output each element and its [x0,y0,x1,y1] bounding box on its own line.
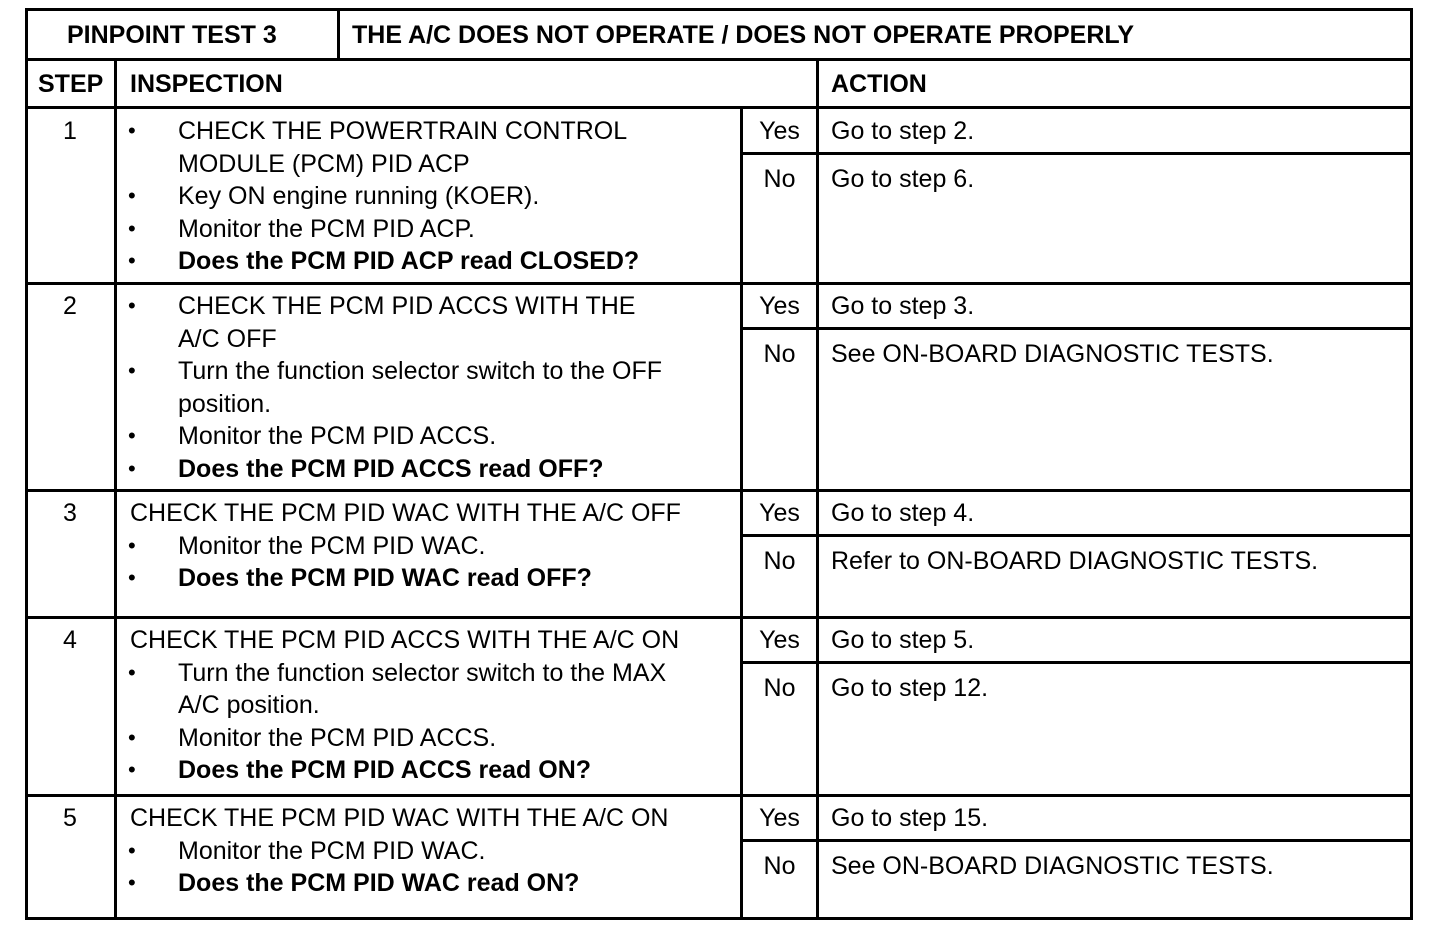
inspection-question: Does the PCM PID ACCS read ON? [178,756,592,784]
step-number: 4 [63,626,77,654]
inspection-line: CHECK THE PCM PID ACCS WITH THE A/C ON [130,626,680,654]
no-action: See ON-BOARD DIAGNOSTIC TESTS. [831,340,1274,368]
test-label: PINPOINT TEST 3 [67,21,277,49]
bullet-icon: • [128,659,136,685]
yes-label: Yes [759,626,800,654]
test-title: THE A/C DOES NOT OPERATE / DOES NOT OPERATE PROPERLY [352,21,1135,49]
no-action: Go to step 6. [831,165,975,193]
inspection-line: Key ON engine running (KOER). [178,182,540,210]
step-row-rule [25,616,1413,619]
inspection-line: Monitor the PCM PID WAC. [178,836,486,865]
inspection-question: Does the PCM PID ACCS read OFF? [178,454,604,483]
yes-no-split-rule [740,327,1413,330]
bullet-icon: • [128,248,136,273]
yes-action: Go to step 2. [831,117,975,145]
yes-no-split-rule [740,534,1413,537]
yes-action: Go to step 15. [831,804,989,832]
yes-action: Go to step 5. [831,626,975,654]
bullet-icon: • [128,423,136,448]
inspection-line: Monitor the PCM PID ACCS. [178,723,497,752]
inspection-line: Monitor the PCM PID ACCS. [178,422,497,450]
yes-no-split-rule [740,839,1413,842]
yes-label: Yes [759,499,800,527]
bullet-icon: • [128,532,136,558]
bullet-icon: • [128,215,136,241]
bullet-icon: • [128,118,136,143]
bullet-icon: • [128,358,136,383]
yes-no-split-rule [740,661,1413,664]
inspection-line: MODULE (PCM) PID ACP [178,149,470,178]
column-header-inspection: INSPECTION [130,70,283,98]
inspection-line: Turn the function selector switch to the MAX [178,658,667,687]
no-action: See ON-BOARD DIAGNOSTIC TESTS. [831,852,1274,880]
step-row-rule [25,794,1413,797]
bullet-icon: • [128,837,136,863]
yes-no-split-rule [740,152,1413,155]
bullet-icon: • [128,565,136,590]
inspection-line: CHECK THE PCM PID WAC WITH THE A/C OFF [130,499,681,527]
inspection-line: CHECK THE PCM PID ACCS WITH THE [178,292,636,320]
no-label: No [763,674,796,702]
inspection-line: CHECK THE PCM PID WAC WITH THE A/C ON [130,804,669,832]
step-number: 2 [63,292,77,320]
yes-action: Go to step 3. [831,292,975,320]
column-header-action: ACTION [831,70,927,98]
inspection-line: Monitor the PCM PID ACP. [178,214,475,243]
step-number: 1 [63,117,77,145]
bullet-icon: • [128,293,136,318]
bullet-icon: • [128,757,136,782]
step-row-rule [25,489,1413,492]
bullet-icon: • [128,455,136,481]
inspection-question: Does the PCM PID WAC read OFF? [178,564,592,592]
inspection-line: Turn the function selector switch to the OFF [178,357,662,385]
no-action: Go to step 12. [831,674,989,702]
column-header-step: STEP [38,70,104,98]
header-divider [337,8,340,60]
step-number: 3 [63,499,77,527]
bullet-icon: • [128,724,136,750]
yes-label: Yes [759,292,800,320]
no-label: No [763,165,796,193]
yes-action: Go to step 4. [831,499,975,527]
inspection-line: A/C OFF [178,324,277,353]
column-header-rule [25,106,1413,109]
step-row-rule [25,282,1413,285]
no-label: No [763,340,796,368]
bullet-icon: • [128,870,136,895]
no-label: No [763,547,796,575]
inspection-question: Does the PCM PID ACP read CLOSED? [178,247,640,275]
header-rule [25,58,1413,61]
inspection-line: position. [178,389,272,418]
inspection-line: A/C position. [178,691,320,719]
inspection-question: Does the PCM PID WAC read ON? [178,869,580,897]
step-number: 5 [63,804,77,832]
bullet-icon: • [128,183,136,208]
no-action: Refer to ON-BOARD DIAGNOSTIC TESTS. [831,547,1319,575]
yes-label: Yes [759,804,800,832]
inspection-line: Monitor the PCM PID WAC. [178,531,486,560]
inspection-line: CHECK THE POWERTRAIN CONTROL [178,117,628,145]
yes-label: Yes [759,117,800,145]
no-label: No [763,852,796,880]
